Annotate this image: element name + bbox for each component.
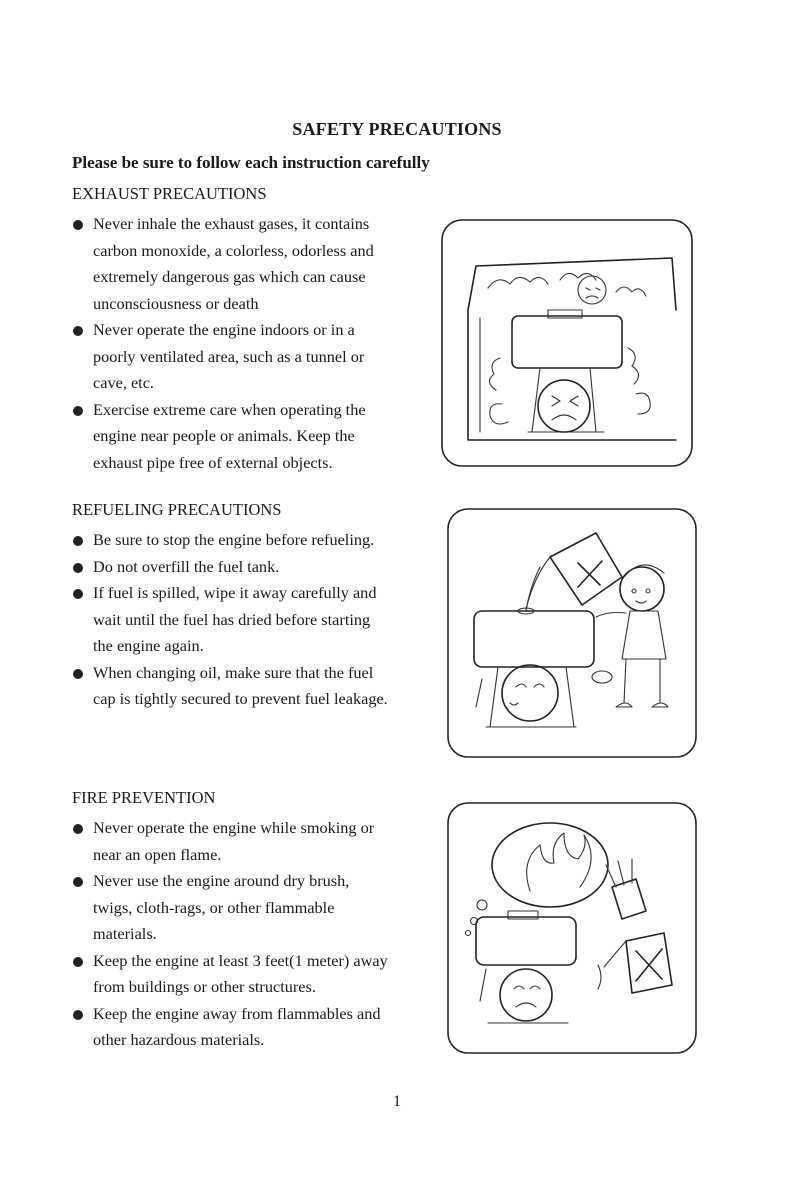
section-title: EXHAUST PRECAUTIONS: [72, 184, 267, 203]
list-item: Never use the engine around dry brush, twigs, cloth-rags, or other flammable materials.: [72, 868, 392, 948]
page-subtitle: Please be sure to follow each instruction carefully: [72, 153, 430, 172]
section-title: REFUELING PRECAUTIONS: [72, 500, 282, 519]
section-fire-prevention: [72, 787, 392, 1054]
list-item: Keep the engine at least 3 feet(1 meter) away from buildings or other structures.: [72, 948, 392, 1001]
list-item: Be sure to stop the engine before refueling.: [72, 527, 392, 554]
list-item: Never inhale the exhaust gases, it contains carbon monoxide, a colorless, odorless and extremely dangerous gas which can cause unconsciousness or death: [72, 211, 392, 317]
bullet-list: [72, 527, 392, 713]
list-item: Never operate the engine indoors or in a poorly ventilated area, such as a tunnel or cave, etc.: [72, 317, 392, 397]
bullet-list: [72, 211, 392, 476]
list-item: Do not overfill the fuel tank.: [72, 554, 392, 581]
list-item: Exercise extreme care when operating the engine near people or animals. Keep the exhaust pipe free of external objects.: [72, 397, 392, 477]
list-item: If fuel is spilled, wipe it away carefully and wait until the fuel has dried before starting the engine again.: [72, 580, 392, 660]
page-number: 1: [393, 1093, 401, 1110]
section-refueling-precautions: [72, 499, 392, 713]
refueling-illustration: [446, 507, 700, 761]
list-item: Keep the engine away from flammables and other hazardous materials.: [72, 1001, 392, 1054]
fire-prevention-illustration: [446, 801, 700, 1057]
list-item: Never operate the engine while smoking or near an open flame.: [72, 815, 392, 868]
page-title: SAFETY PRECAUTIONS: [292, 119, 502, 139]
exhaust-indoors-illustration: [440, 218, 696, 470]
list-item: When changing oil, make sure that the fuel cap is tightly secured to prevent fuel leakage.: [72, 660, 392, 713]
bullet-list: [72, 815, 392, 1054]
section-exhaust-precautions: [72, 183, 392, 476]
section-title: FIRE PREVENTION: [72, 788, 216, 807]
